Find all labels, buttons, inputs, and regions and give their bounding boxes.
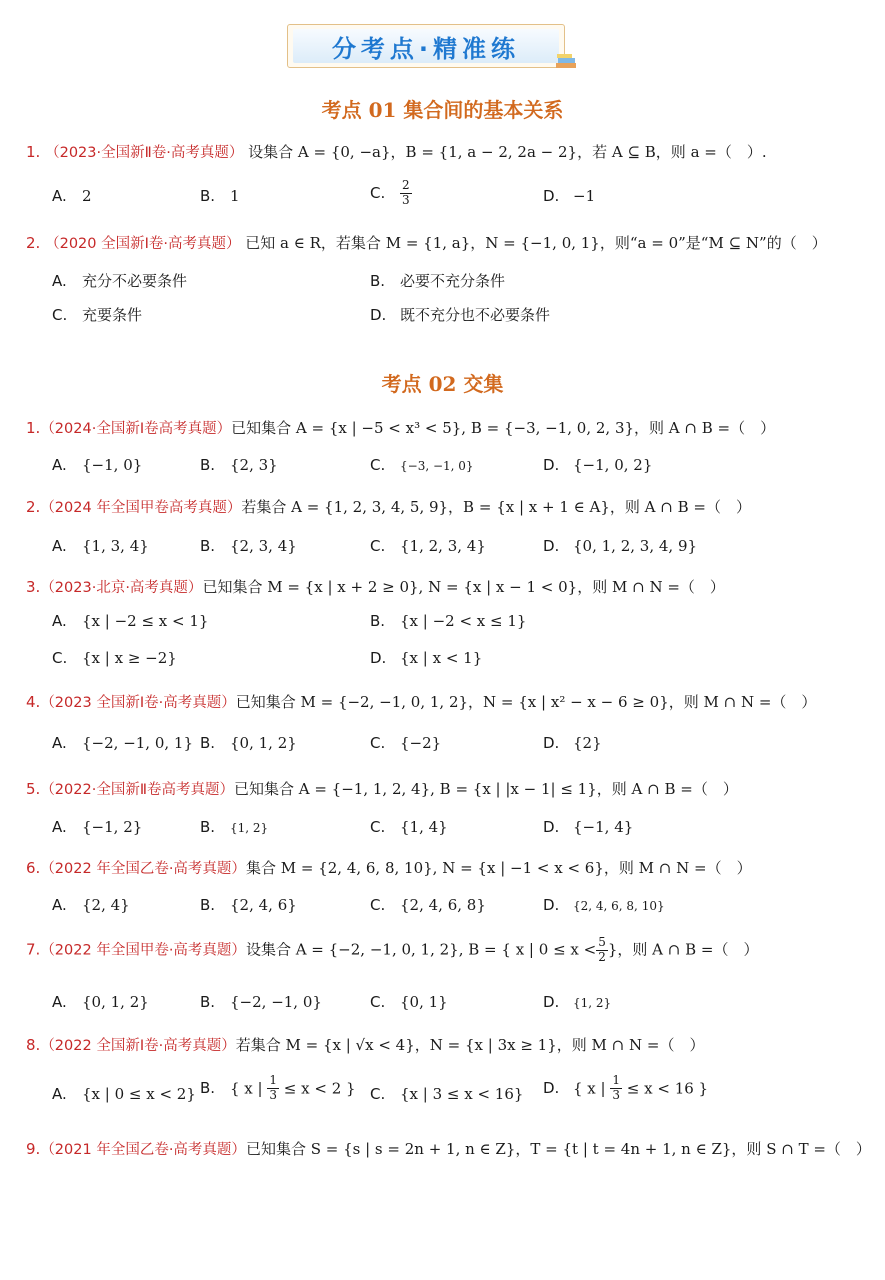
option-b: B. {1, 2} bbox=[200, 818, 269, 836]
option-c: C. {2, 4, 6, 8} bbox=[370, 896, 486, 914]
option-b: B. {2, 3} bbox=[200, 456, 278, 474]
option-b: B. {2, 3, 4} bbox=[200, 537, 297, 555]
question-s2-3: 3.（2023·北京·高考真题）已知集合 M = {x | x + 2 ≥ 0}, N = {x | x − 1 < 0}，则 M ∩ N =（ ） bbox=[26, 578, 725, 596]
option-b: B. {x | −2 < x ≤ 1} bbox=[370, 612, 527, 630]
question-source: （2023·全国新Ⅱ卷·高考真题） bbox=[45, 145, 244, 161]
option-a: A. 2 bbox=[52, 187, 92, 205]
question-s1-2 bbox=[26, 232, 827, 253]
fraction: $\frac{1}{3}$ bbox=[612, 1073, 621, 1102]
option-b: B. {2, 4, 6} bbox=[200, 896, 297, 914]
question-number: 1. bbox=[26, 143, 41, 161]
option-d: D. {0, 1, 2, 3, 4, 9} bbox=[543, 537, 698, 555]
option-d: D. { x | $\frac{1}{3}$ ≤ x < 16 } bbox=[543, 1073, 709, 1102]
option-c: C. $\frac{2}{3}$ bbox=[370, 178, 410, 207]
question-stem: 设集合 A = {0, −a}，B = {1, a − 2, 2a − 2}，若 A ⊆ B，则 a =（ ）. bbox=[248, 143, 767, 161]
question-s2-1: 1.（2024·全国新Ⅰ卷高考真题）已知集合 A = {x | −5 < x³ < 5}, B = {−3, −1, 0, 2, 3}，则 A ∩ B =（ ） bbox=[26, 419, 776, 437]
option-a: A. {x | −2 ≤ x < 1} bbox=[52, 612, 209, 630]
section-title-1: 考点 01 集合间的基本关系 bbox=[321, 98, 564, 122]
fraction: $\frac{1}{3}$ bbox=[269, 1073, 278, 1102]
option-a: A. {x | 0 ≤ x < 2} bbox=[52, 1085, 196, 1103]
question-s1-1 bbox=[26, 141, 767, 162]
option-c: C. {x | 3 ≤ x < 16} bbox=[370, 1085, 524, 1103]
fraction: $\frac{2}{3}$ bbox=[402, 178, 410, 207]
question-number: 2. bbox=[26, 234, 41, 252]
option-a: A. {−1, 0} bbox=[52, 456, 143, 474]
option-d: D. −1 bbox=[543, 187, 596, 205]
option-c: C. {1, 2, 3, 4} bbox=[370, 537, 486, 555]
question-s2-6: 6.（2022 年全国乙卷·高考真题）集合 M = {2, 4, 6, 8, 10}, N = {x | −1 < x < 6}，则 M ∩ N =（ ） bbox=[26, 859, 752, 877]
option-d: D. {2} bbox=[543, 734, 602, 752]
option-d: D. {2, 4, 6, 8, 10} bbox=[543, 896, 665, 914]
option-a: A. {2, 4} bbox=[52, 896, 130, 914]
option-c: C. {1, 4} bbox=[370, 818, 448, 836]
question-s2-5: 5.（2022·全国新Ⅱ卷高考真题）已知集合 A = {−1, 1, 2, 4}, B = {x | |x − 1| ≤ 1}，则 A ∩ B =（ ） bbox=[26, 780, 738, 798]
option-b: B. {0, 1, 2} bbox=[200, 734, 297, 752]
option-d: D. {x | x < 1} bbox=[370, 649, 483, 667]
question-s2-2: 2.（2024 年全国甲卷高考真题）若集合 A = {1, 2, 3, 4, 5, 9}，B = {x | x + 1 ∈ A}，则 A ∩ B =（ ） bbox=[26, 498, 751, 516]
banner-title: 分考点·精准练 bbox=[293, 29, 559, 63]
section-title-2: 考点 02 交集 bbox=[381, 372, 504, 396]
option-c: C. {x | x ≥ −2} bbox=[52, 649, 177, 667]
option-b: B. 1 bbox=[200, 187, 240, 205]
fraction: $\frac{5}{2}$ bbox=[598, 935, 606, 964]
option-a: A. {−2, −1, 0, 1} bbox=[52, 734, 194, 752]
option-a: A. {0, 1, 2} bbox=[52, 993, 149, 1011]
option-b: B. {−2, −1, 0} bbox=[200, 993, 322, 1011]
option-d: D. {−1, 4} bbox=[543, 818, 634, 836]
header-banner bbox=[287, 24, 565, 68]
option-d: D. {−1, 0, 2} bbox=[543, 456, 653, 474]
question-s2-9: 9.（2021 年全国乙卷·高考真题）已知集合 S = {s | s = 2n + 1, n ∈ Z}，T = {t | t = 4n + 1, n ∈ Z}，则 S ∩ T =（ ） bbox=[26, 1140, 871, 1158]
question-s2-4: 4.（2023 全国新Ⅰ卷·高考真题）已知集合 M = {−2, −1, 0, 1, 2}，N = {x | x² − x − 6 ≥ 0}，则 M ∩ N =（ ） bbox=[26, 693, 817, 711]
option-a: A. {−1, 2} bbox=[52, 818, 143, 836]
option-c: C. {−3, −1, 0} bbox=[370, 456, 474, 474]
question-s2-7: 7.（2022 年全国甲卷·高考真题）设集合 A = {−2, −1, 0, 1, 2}, B = { x | 0 ≤ x < $\frac{5}{2}$ }，则 A ∩ B =（ ） bbox=[26, 935, 759, 964]
option-d: D. {1, 2} bbox=[543, 993, 612, 1011]
option-c: C. {0, 1} bbox=[370, 993, 448, 1011]
option-a: A. 充分不必要条件 bbox=[52, 272, 188, 290]
option-b: B. { x | $\frac{1}{3}$ ≤ x < 2 } bbox=[200, 1073, 356, 1102]
option-c: C. {−2} bbox=[370, 734, 442, 752]
option-d: D. 既不充分也不必要条件 bbox=[370, 306, 551, 324]
question-s2-8: 8.（2022 全国新Ⅰ卷·高考真题）若集合 M = {x | √x < 4}，N = {x | 3x ≥ 1}，则 M ∩ N =（ ） bbox=[26, 1036, 705, 1054]
option-b: B. 必要不充分条件 bbox=[370, 272, 506, 290]
question-source: （2020 全国新Ⅰ卷·高考真题） bbox=[45, 236, 241, 252]
option-c: C. 充要条件 bbox=[52, 306, 143, 324]
option-a: A. {1, 3, 4} bbox=[52, 537, 149, 555]
question-stem: 已知 a ∈ R，若集合 M = {1, a}，N = {−1, 0, 1}，则“a = 0”是“M ⊆ N”的（ ） bbox=[245, 234, 827, 252]
book-stack-icon bbox=[555, 52, 577, 70]
